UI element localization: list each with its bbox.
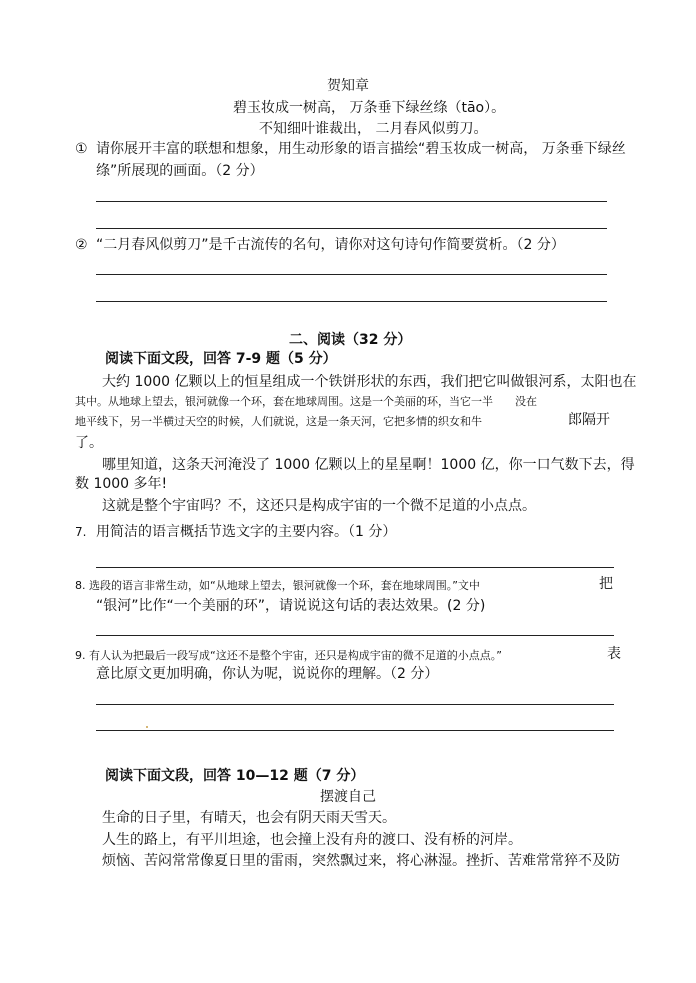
passage-1-line: 其中。从地球上望去，银河就像一个环，套在地球周围。这是一个美丽的环，当它一半 没在 (75, 395, 537, 408)
passage-2-line: 哪里知道，这条天河淹没了 1000 亿颗以上的星星啊！1000 亿，你一口气数下去，得 (102, 457, 635, 473)
stray-mark (146, 726, 148, 728)
poem-line-1: 碧玉妆成一树高， 万条垂下绿丝绦（tāo）。 (233, 100, 506, 116)
poem-author: 贺知章 (327, 78, 369, 94)
question-2-text: “二月春风似剪刀”是千古流传的名句，请你对这句诗句作简要赏析。（2 分） (96, 237, 565, 253)
passage-3-line: 这就是整个宇宙吗？不，这还只是构成宇宙的一个微不足道的小点点。 (102, 498, 536, 514)
section-2-instruction: 阅读下面文段，回答 7-9 题（5 分） (105, 351, 337, 367)
question-8-line-2: “银河”比作“一个美丽的环”，请说说这句话的表达效果。(2 分) (96, 598, 486, 614)
passage-1-line: 了。 (75, 435, 103, 451)
question-1-line-1: 请你展开丰富的联想和想象，用生动形象的语言描绘“碧玉妆成一树高， 万条垂下绿丝 (96, 141, 626, 157)
question-1-line-2: 绦”所展现的画面。（2 分） (96, 163, 264, 179)
section-3-line: 人生的路上，有平川坦途，也会撞上没有舟的渡口、没有桥的河岸。 (102, 832, 522, 848)
question-7-text: 用简洁的语言概括节选文字的主要内容。（1 分） (96, 524, 397, 540)
section-3-instruction: 阅读下面文段，回答 10—12 题（7 分） (105, 768, 365, 784)
section-2-title: 二、阅读（32 分） (289, 332, 412, 348)
section-3-title: 摆渡自己 (320, 789, 376, 805)
question-9-line-1: 9. 有人认为把最后一段写成“这还不是整个宇宙，还只是构成宇宙的微不足道的小点点。” (75, 649, 502, 662)
answer-line[interactable] (96, 730, 614, 731)
answer-line[interactable] (96, 704, 614, 705)
answer-line[interactable] (96, 301, 607, 302)
poem-line-2: 不知细叶谁裁出， 二月春风似剪刀。 (259, 121, 488, 137)
question-8-line-1: 8. 选段的语言非常生动，如“从地球上望去，银河就像一个环，套在地球周围。”文中 (75, 579, 480, 592)
answer-line[interactable] (96, 201, 607, 202)
answer-line[interactable] (96, 228, 607, 229)
passage-1-line: 郎隔开 (568, 412, 610, 428)
answer-line[interactable] (96, 635, 614, 636)
section-3-line: 烦恼、苦闷常常像夏日里的雷雨，突然飘过来，将心淋湿。挫折、苦难常常猝不及防 (102, 853, 620, 869)
question-8-line-1-end: 把 (599, 576, 613, 592)
question-9-line-1-end: 表 (607, 646, 621, 662)
question-2-number: ② (75, 237, 88, 253)
passage-2-line: 数 1000 多年! (75, 476, 168, 492)
section-3-line: 生命的日子里，有晴天，也会有阴天雨天雪天。 (102, 810, 396, 826)
question-9-line-2: 意比原文更加明确，你认为呢，说说你的理解。（2 分） (96, 666, 439, 682)
question-7-number: 7. (75, 525, 87, 539)
answer-line[interactable] (96, 274, 607, 275)
passage-1-line: 大约 1000 亿颗以上的恒星组成一个铁饼形状的东西，我们把它叫做银河系，太阳也在 (102, 374, 637, 390)
passage-1-line: 地平线下，另一半横过天空的时候，人们就说，这是一条天河，它把多情的织女和牛 (75, 415, 482, 428)
question-1-number: ① (75, 141, 88, 157)
answer-line[interactable] (96, 567, 614, 568)
